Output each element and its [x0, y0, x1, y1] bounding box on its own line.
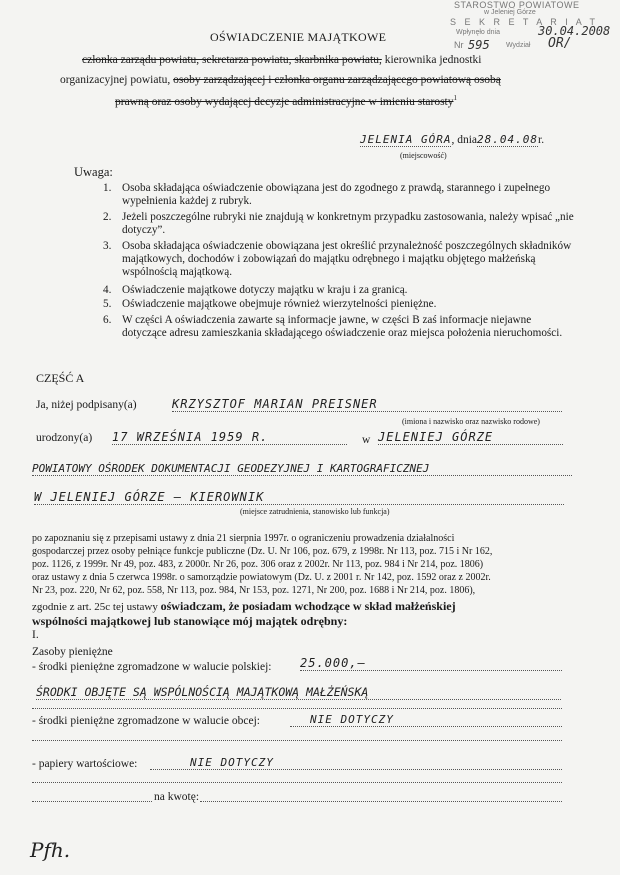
initials-signature: Pfh. — [30, 838, 71, 862]
document-page: STAROSTWO POWIATOWE w Jeleniej Górze S E K R E T A R I A T Wpłynęło dnia 30.04.2008 Nr 595 Wydział OR/ OŚWIADCZENIE MAJĄTKOWE członka zarządu powiatu, sekretarza powiatu, skarbnika powiatu, kierownika jednostki organizacyjnej powiatu, osoby zarządzającej i członka organu zarządzającego powiatową osobą prawną oraz osoby wydającej decyzje administracyjne w imieniu starosty$^1$ JELENIA GÓRA, dnia28.04.08r. (miejscowość) Uwaga: 1. Osoba składająca oświadczenie obowiązana jest do zgodnego z prawdą, starannego i zupełnego wypełnienia każdej z rubryk. 2. Jeżeli poszczególne rubryki nie znajdują w konkretnym przypadku zastosowania, należy wpisać „nie dotyczy”. 3. Osoba składająca oświadczenie obowiązana jest określić przynależność poszczególnych składników majątkowych, dochodów i zobowiązań do majątku odrębnego i majątku objętego małżeńską wspólnością majątkową. 4. Oświadczenie majątkowe dotyczy majątku w kraju i za granicą. 5. Oświadczenie majątkowe obejmuje również wierzytelności pieniężne. 6. W części A oświadczenia zawarte są informacje jawne, w części B zaś informacje niejawne dotyczące adresu zamieszkania składającego oświadczenie oraz miejsca położenia nieruchomości. CZĘŚĆ A Ja, niżej podpisany(a) KRZYSZTOF MARIAN PREISNER (imiona i nazwisko oraz nazwisko rodowe) urodzony(a) 17 WRZEŚNIA 1959 R. w JELENIEJ GÓRZE POWIATOWY OŚRODEK DOKUMENTACJI GEODEZYJNEJ I KARTOGRAFICZNEJ W JELENIEJ GÓRZE – KIEROWNIK (miejsce zatrudnienia, stanowisko lub funkcja) po zapoznaniu się z przepisami ustawy z dnia 21 sierpnia 1997r. o ograniczeniu prowadzenia działalności gospodarczej przez osoby pełniące funkcje publiczne (Dz. U. Nr 106, poz. 679, z 1998r. Nr 113, poz. 715 i Nr 162, poz. 1126, z 1999r. Nr 49, poz. 483, z 2000r. Nr 26, poz. 306 oraz z 2002r. Nr 113, poz. 984 i Nr 214, poz. 1806) oraz ustawy z dnia 5 czerwca 1998r. o samorządzie powiatowym (Dz. U. z 2001 r. Nr 142, poz. 1592 oraz z 2002r. Nr 23, poz. 220, Nr 62, poz. 558, Nr 113, poz. 984, Nr 153, poz. 1271, Nr 200, poz. 1688 i Nr 214, poz. 1806), zgodnie z art. 25c tej ustawy oświadczam, że posiadam wchodzące w skład małżeńskiej wspólności majątkowej lub stanowiące mój majątek odrębny: I. Zasoby pieniężne - środki pieniężne zgromadzone w walucie polskiej: 25.000,– ŚRODKI OBJĘTE SĄ WSPÓLNOŚCIĄ MAJĄTKOWĄ MAŁŻEŃSKĄ - środki pieniężne zgromadzone w walucie obcej: NIE DOTYCZY - papiery wartościowe: NIE DOTYCZY na kwotę: Pfh. — [0, 0, 620, 875]
note-2: Jeżeli poszczególne rubryki nie znajdują w konkretnym przypadku zastosowania, należy wpisać „nie dotyczy”. — [122, 211, 574, 236]
note-5: Oświadczenie majątkowe obejmuje również wierzytelności pieniężne. — [122, 298, 437, 310]
pln-note: ŚRODKI OBJĘTE SĄ WSPÓLNOŚCIĄ MAJĄTKOWĄ MAŁŻEŃSKĄ — [36, 685, 561, 700]
amount-value-line — [200, 801, 562, 802]
securities-value: NIE DOTYCZY — [150, 756, 562, 770]
blank-line — [32, 782, 562, 783]
registry-stamp — [446, 0, 616, 60]
document-title: OŚWIADCZENIE MAJĄTKOWE — [210, 30, 387, 44]
signer-name: KRZYSZTOF MARIAN PREISNER — [172, 397, 562, 412]
place-value: JELENIA GÓRA — [360, 133, 452, 146]
place-date-line: JELENIA GÓRA, dnia28.04.08r. — [360, 133, 545, 146]
securities-label: - papiery wartościowe: — [32, 758, 138, 770]
role-line-1: członka zarządu powiatu, sekretarza powiatu, skarbnika powiatu, kierownika jednostki — [82, 54, 482, 66]
born-label: urodzony(a) — [36, 432, 93, 444]
pln-value: 25.000,– — [300, 656, 562, 671]
place-caption: (miejscowość) — [400, 151, 447, 160]
foreign-label: - środki pieniężne zgromadzone w walucie obcej: — [32, 715, 260, 727]
foreign-value: NIE DOTYCZY — [290, 713, 562, 727]
role-line-3: prawną oraz osoby wydającej decyzje administracyjne w imieniu starosty$^1$ — [115, 94, 457, 108]
note-3: Osoba składająca oświadczenie obowiązana jest określić przynależność poszczególnych składników majątkowych, dochodów i zobowiązań do majątku odrębnego i majątku objętego małżeńską wspólnością majątkową. — [122, 240, 572, 278]
pln-label: - środki pieniężne zgromadzone w walucie polskiej: — [32, 661, 272, 673]
signer-caption: (imiona i nazwisko oraz nazwisko rodowe) — [402, 417, 540, 426]
note-6: W części A oświadczenia zawarte są informacje jawne, w części B zaś informacje niejawne dotyczące adresu zamieszkania składającego oświadczenie oraz miejsca położenia nieruchomości. — [122, 314, 563, 339]
note-1: Osoba składająca oświadczenie obowiązana jest do zgodnego z prawdą, starannego i zupełnego wypełnienia każdej z rubryk. — [122, 182, 551, 207]
date-value: 28.04.08 — [477, 133, 539, 146]
stamp-received-date: 30.04.2008 — [538, 24, 611, 38]
stamp-number-label: Nr — [454, 40, 464, 50]
notes-title: Uwaga: — [74, 165, 113, 179]
employer-line-1: POWIATOWY OŚRODEK DOKUMENTACJI GEODEZYJNEJ I KARTOGRAFICZNEJ — [32, 462, 572, 476]
section-number: I. — [32, 629, 39, 641]
resources-title: Zasoby pieniężne — [32, 646, 113, 658]
blank-line — [32, 708, 562, 709]
stamp-office: STAROSTWO POWIATOWE — [454, 0, 580, 10]
blank-line — [32, 801, 152, 802]
employer-caption: (miejsce zatrudnienia, stanowisko lub funkcja) — [240, 507, 390, 516]
amount-label: na kwotę: — [154, 791, 200, 803]
signer-label: Ja, niżej podpisany(a) — [36, 399, 137, 411]
born-date: 17 WRZEŚNIA 1959 R. — [112, 430, 347, 445]
stamp-received-label: Wpłynęło dnia — [456, 29, 500, 36]
employer-line-2: W JELENIEJ GÓRZE – KIEROWNIK — [34, 490, 564, 505]
stamp-unit-label: Wydział — [506, 42, 531, 49]
declaration-line-2: wspólności majątkowej lub stanowiące mój majątek odrębny: — [32, 614, 348, 628]
born-place: JELENIEJ GÓRZE — [378, 430, 563, 445]
stamp-department: S E K R E T A R I A T — [450, 17, 599, 27]
role-line-2: organizacyjnej powiatu, osoby zarządzającej i członka organu zarządzającego powiatową osobą — [60, 74, 501, 86]
born-in-label: w — [362, 434, 371, 446]
stamp-unit: OR/ — [548, 36, 572, 51]
blank-line — [32, 740, 562, 741]
note-4: Oświadczenie majątkowe dotyczy majątku w kraju i za granicą. — [122, 284, 408, 296]
declaration-line-1: zgodnie z art. 25c tej ustawy oświadczam, że posiadam wchodzące w skład małżeńskiej — [32, 599, 456, 613]
part-a-heading: CZĘŚĆ A — [36, 371, 85, 385]
stamp-number: 595 — [468, 38, 490, 52]
stamp-city: w Jeleniej Górze — [484, 9, 536, 16]
